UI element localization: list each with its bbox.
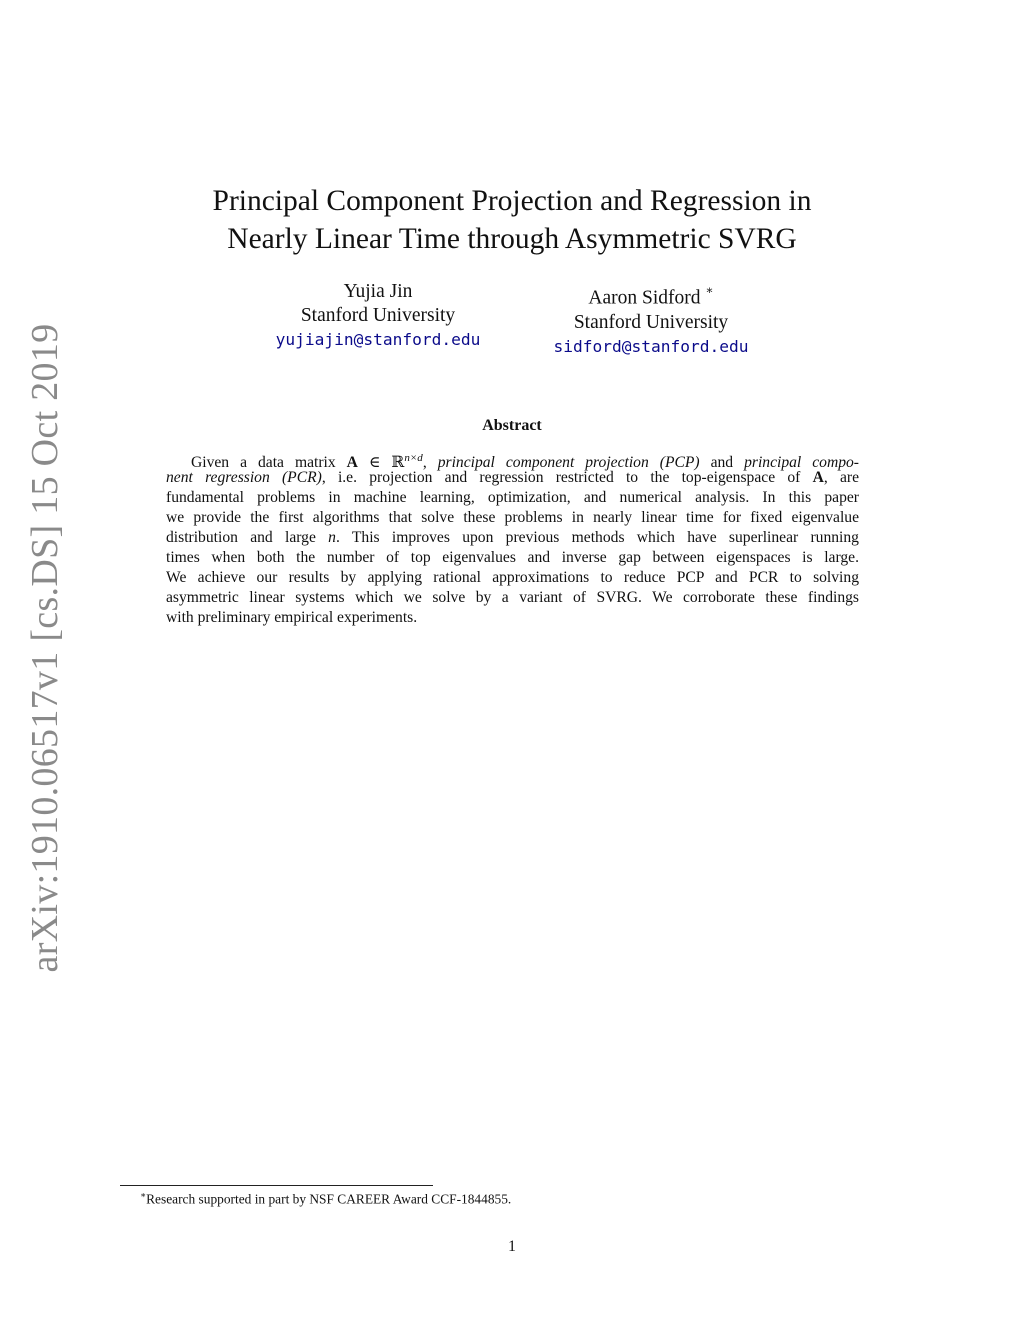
abstract-text: . This improves upon previous methods which have superlinear running [335, 529, 859, 546]
author-email-link[interactable]: sidford@stanford.edu [553, 336, 749, 356]
paper-title [0, 182, 1024, 258]
abstract-text: distribution and large [166, 529, 329, 546]
author-affiliation: Stanford University [300, 305, 456, 326]
page-number: 1 [508, 1238, 516, 1255]
author-affiliation: Stanford University [573, 311, 729, 333]
abstract-text: , are [823, 469, 859, 486]
abstract-line-2 [166, 468, 859, 488]
matrix-symbol: A [346, 454, 358, 472]
abstract-text: Given a data matrix [191, 454, 347, 472]
abstract-line-8: asymmetric linear systems which we solve by a variant of SVRG. We corroborate these findings [166, 589, 859, 606]
author-block-2 [520, 280, 782, 359]
footnote [140, 1190, 511, 1207]
abstract-line-6: times when both the number of top eigenvalues and inverse gap between eigenspaces is large. [166, 549, 859, 566]
abstract-term-pcr-start: principal compo- [744, 454, 859, 472]
abstract-line-7: We achieve our results by applying rational approximations to reduce PCP and PCR to solving [166, 569, 859, 586]
abstract-line-5 [166, 528, 859, 548]
title-line-1: Principal Component Projection and Regression in [212, 185, 812, 217]
abstract-term-pcp: principal component projection (PCP) [437, 454, 700, 472]
author-name: Yujia Jin [343, 281, 413, 302]
abstract-text: , [422, 454, 438, 472]
variable-n: n [328, 529, 336, 546]
dimension-superscript: n×d [404, 452, 423, 464]
abstract-heading: Abstract [482, 417, 542, 434]
title-line-2: Nearly Linear Time through Asymmetric SVRG [227, 223, 797, 255]
abstract-term-pcr-end: nent regression (PCR) [166, 469, 322, 486]
arxiv-identifier-stamp: arXiv:1910.06517v1 [cs.DS] 15 Oct 2019 [24, 323, 66, 973]
abstract-line-1 [166, 448, 859, 472]
footnote-mark: ∗ [140, 1190, 147, 1200]
footnote-divider [120, 1185, 433, 1186]
abstract-line-3: fundamental problems in machine learning, optimization, and numerical analysis. In this paper [166, 489, 859, 506]
abstract-text: ∈ ℝ [357, 454, 405, 472]
footnote-text: Research supported in part by NSF CAREER Award CCF-1844855. [146, 1191, 512, 1207]
author-block-1 [248, 280, 508, 352]
footnote-mark[interactable]: ∗ [705, 283, 714, 297]
author-email-link[interactable]: yujiajin@stanford.edu [275, 330, 481, 349]
author-name-row [520, 280, 782, 311]
author-name: Aaron Sidford [588, 287, 701, 309]
abstract-line-4: we provide the first algorithms that solve these problems in nearly linear time for fixed eigenvalue [166, 509, 859, 526]
abstract-line-9: with preliminary empirical experiments. [166, 609, 418, 626]
abstract-body [166, 448, 859, 628]
matrix-symbol: A [812, 469, 824, 486]
abstract-text: , i.e. projection and regression restricted to the top-eigenspace of [321, 469, 813, 486]
abstract-text: and [699, 454, 745, 472]
